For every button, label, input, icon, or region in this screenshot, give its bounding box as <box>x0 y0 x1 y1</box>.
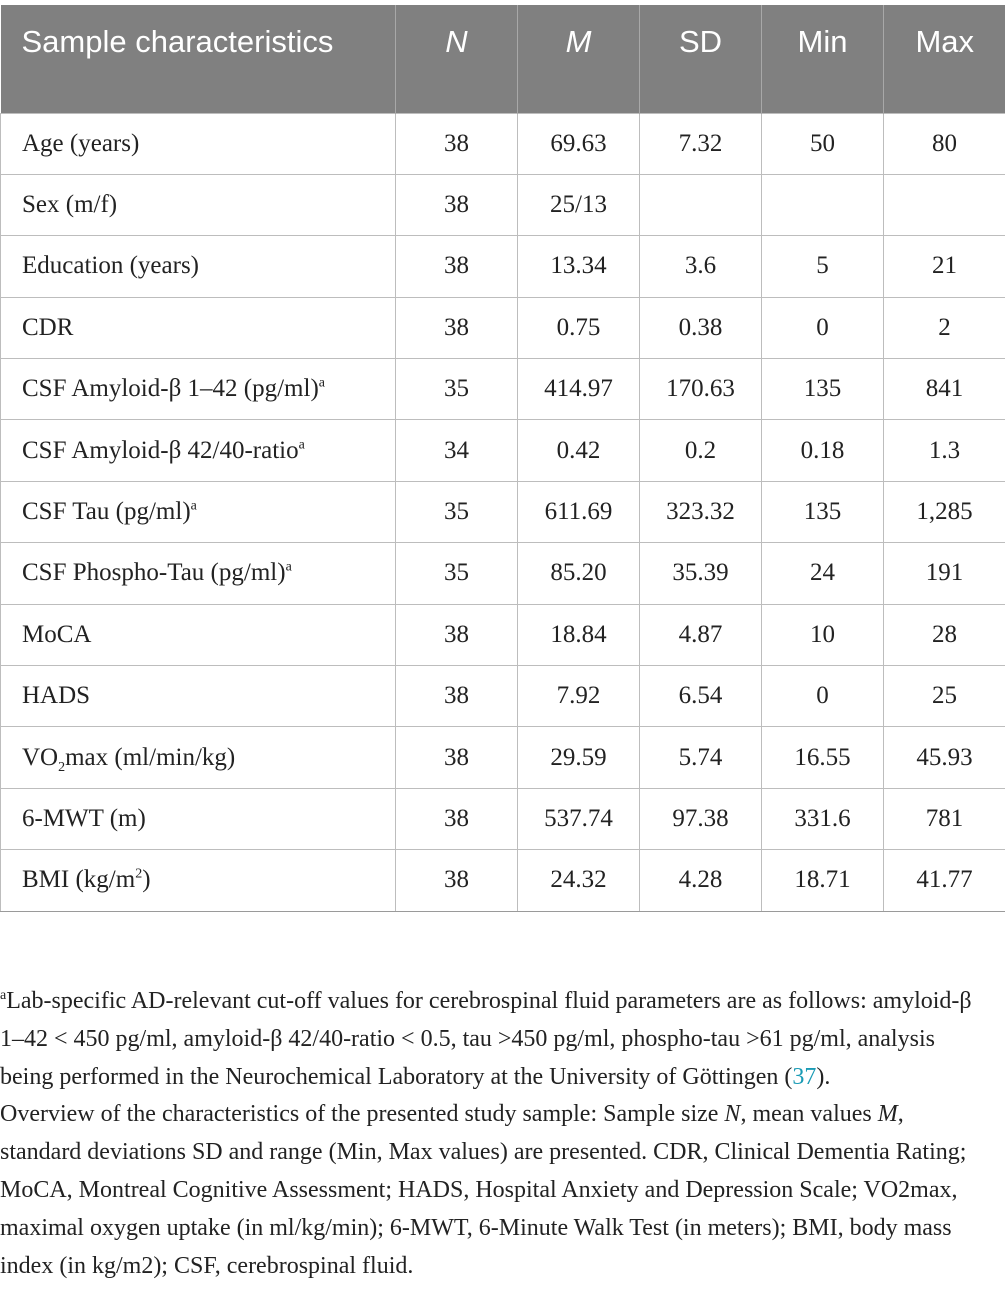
table-footnotes <box>0 983 990 1285</box>
cell-m: 18.84 <box>518 604 640 665</box>
cell-sd: 7.32 <box>640 113 762 174</box>
table-row <box>1 727 1005 788</box>
cell-n: 35 <box>396 481 518 542</box>
cell-min: 135 <box>762 481 884 542</box>
cell-m: 13.34 <box>518 236 640 297</box>
cell-sd: 4.28 <box>640 850 762 911</box>
cell-max: 1,285 <box>884 481 1005 542</box>
cell-min: 16.55 <box>762 727 884 788</box>
footnote-a-marker: a <box>0 988 7 1003</box>
table-row <box>1 359 1005 420</box>
cell-max: 41.77 <box>884 850 1005 911</box>
table-row <box>1 113 1005 174</box>
header-n: N <box>396 5 518 113</box>
row-label-post: ) <box>142 866 151 894</box>
row-label-pre: VO <box>22 743 59 771</box>
cell-min: 0 <box>762 297 884 358</box>
cell-sd: 5.74 <box>640 727 762 788</box>
row-label: HADS <box>1 666 396 727</box>
row-label <box>1 481 396 542</box>
cell-sd: 97.38 <box>640 788 762 849</box>
cell-min: 0 <box>762 666 884 727</box>
row-label-pre: BMI (kg/m <box>22 866 136 894</box>
cell-max: 28 <box>884 604 1005 665</box>
footnote-marker: a <box>190 498 197 514</box>
cell-m: 611.69 <box>518 481 640 542</box>
cell-sd: 35.39 <box>640 543 762 604</box>
cell-min: 135 <box>762 359 884 420</box>
cell-m: 0.75 <box>518 297 640 358</box>
cell-m: 7.92 <box>518 666 640 727</box>
reference-link[interactable]: 37 <box>792 1063 817 1090</box>
cell-max <box>884 174 1005 235</box>
table-row <box>1 420 1005 481</box>
cell-max: 191 <box>884 543 1005 604</box>
footnote-a-text: Lab-specific AD-relevant cut-off values for cerebrospinal fluid parameters are as follows: amyloid-β 1–42 < 450 pg/ml, amyloid-β 42/40-ratio < 0.5, tau >450 pg/ml, phospho-tau >61 pg/ml, analysis being performed in the Neurochemical Laboratory at the University of Göttingen ( <box>0 988 972 1090</box>
table-row <box>1 297 1005 358</box>
header-sample-characteristics: Sample characteristics <box>1 5 396 113</box>
row-label-text: CSF Amyloid-β 42/40-ratio <box>22 436 299 464</box>
header-max: Max <box>884 5 1005 113</box>
row-label-text: CSF Amyloid-β 1–42 (pg/ml) <box>22 375 319 403</box>
row-label <box>1 359 396 420</box>
footnote-overview <box>0 1096 990 1285</box>
footnote-marker: a <box>318 375 325 391</box>
table-row <box>1 174 1005 235</box>
row-label: Age (years) <box>1 113 396 174</box>
cell-max: 781 <box>884 788 1005 849</box>
table-row <box>1 788 1005 849</box>
row-label-text: CSF Phospho-Tau (pg/ml) <box>22 559 286 587</box>
table-row <box>1 604 1005 665</box>
cell-m: 537.74 <box>518 788 640 849</box>
cell-m: 0.42 <box>518 420 640 481</box>
header-sd: SD <box>640 5 762 113</box>
cell-max: 21 <box>884 236 1005 297</box>
cell-max: 45.93 <box>884 727 1005 788</box>
cell-min: 24 <box>762 543 884 604</box>
cell-m: 85.20 <box>518 543 640 604</box>
cell-n: 38 <box>396 604 518 665</box>
row-label-superscript: 2 <box>135 867 143 883</box>
row-label: CDR <box>1 297 396 358</box>
cell-sd: 3.6 <box>640 236 762 297</box>
cell-min: 5 <box>762 236 884 297</box>
cell-m: 24.32 <box>518 850 640 911</box>
cell-m: 29.59 <box>518 727 640 788</box>
cell-sd: 6.54 <box>640 666 762 727</box>
footnote-a <box>0 983 990 1096</box>
cell-min: 0.18 <box>762 420 884 481</box>
cell-n: 34 <box>396 420 518 481</box>
cell-max: 2 <box>884 297 1005 358</box>
cell-n: 38 <box>396 788 518 849</box>
footnote-marker: a <box>285 560 292 576</box>
overview-n: N <box>724 1101 741 1128</box>
row-label-subscript: 2 <box>58 759 66 775</box>
table-row <box>1 850 1005 911</box>
cell-min <box>762 174 884 235</box>
row-label-text: CSF Tau (pg/ml) <box>22 498 191 526</box>
table-row <box>1 543 1005 604</box>
cell-n: 38 <box>396 236 518 297</box>
cell-n: 38 <box>396 727 518 788</box>
row-label <box>1 850 396 911</box>
cell-sd: 323.32 <box>640 481 762 542</box>
cell-max: 1.3 <box>884 420 1005 481</box>
cell-max: 25 <box>884 666 1005 727</box>
cell-m: 25/13 <box>518 174 640 235</box>
cell-n: 38 <box>396 297 518 358</box>
table-row <box>1 666 1005 727</box>
cell-n: 38 <box>396 113 518 174</box>
cell-n: 38 <box>396 666 518 727</box>
overview-text-2: , mean values <box>740 1101 878 1128</box>
header-min: Min <box>762 5 884 113</box>
overview-m: M <box>877 1101 898 1128</box>
footnote-marker: a <box>298 437 305 453</box>
cell-m: 414.97 <box>518 359 640 420</box>
cell-n: 35 <box>396 543 518 604</box>
row-label <box>1 727 396 788</box>
cell-sd <box>640 174 762 235</box>
cell-sd: 170.63 <box>640 359 762 420</box>
table-row <box>1 481 1005 542</box>
footnote-a-close: ). <box>816 1063 831 1090</box>
cell-max: 841 <box>884 359 1005 420</box>
row-label-post: max (ml/min/kg) <box>65 743 236 771</box>
cell-sd: 4.87 <box>640 604 762 665</box>
cell-max: 80 <box>884 113 1005 174</box>
overview-text-1: Overview of the characteristics of the presented study sample: Sample size <box>0 1101 725 1128</box>
row-label: MoCA <box>1 604 396 665</box>
row-label <box>1 420 396 481</box>
row-label: Sex (m/f) <box>1 174 396 235</box>
sample-characteristics-table <box>0 5 1005 912</box>
overview-text-3: , standard deviations SD and range (Min, Max values) are presented. CDR, Clinical Dementia Rating; MoCA, Montreal Cognitive Assessment; HADS, Hospital Anxiety and Depression Scale; VO2max, maximal oxygen uptake (in ml/kg/min); 6-MWT, 6-Minute Walk Test (in meters); BMI, body mass index (in kg/m2); CSF, cerebrospinal fluid. <box>0 1101 967 1279</box>
cell-min: 10 <box>762 604 884 665</box>
row-label <box>1 543 396 604</box>
cell-n: 38 <box>396 850 518 911</box>
table-row <box>1 236 1005 297</box>
cell-sd: 0.38 <box>640 297 762 358</box>
cell-sd: 0.2 <box>640 420 762 481</box>
row-label: 6-MWT (m) <box>1 788 396 849</box>
cell-n: 38 <box>396 174 518 235</box>
table-header-row <box>1 5 1005 113</box>
cell-min: 50 <box>762 113 884 174</box>
row-label: Education (years) <box>1 236 396 297</box>
cell-min: 331.6 <box>762 788 884 849</box>
cell-m: 69.63 <box>518 113 640 174</box>
cell-n: 35 <box>396 359 518 420</box>
cell-min: 18.71 <box>762 850 884 911</box>
header-m: M <box>518 5 640 113</box>
